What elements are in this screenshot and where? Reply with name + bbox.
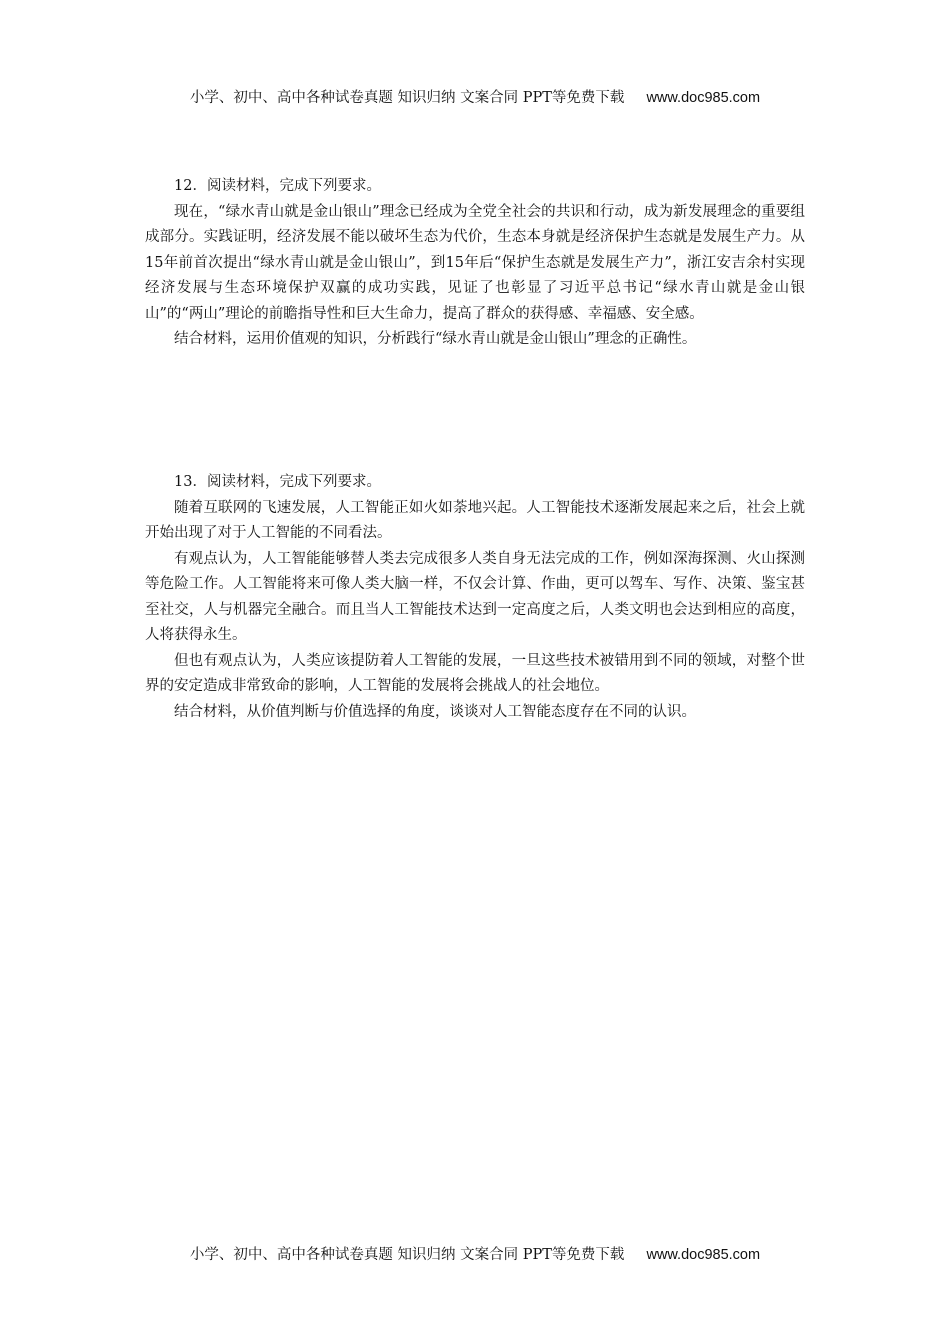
header-site: www.doc985.com — [646, 90, 761, 106]
question-13 — [145, 470, 805, 725]
question-13-paragraph-3: 但也有观点认为，人类应该提防着人工智能的发展，一旦这些技术被错用到不同的领域，对整个世界的安定造成非常致命的影响，人工智能的发展将会挑战人的社会地位。 — [145, 652, 805, 694]
question-12 — [145, 174, 805, 353]
question-13-title: 13．阅读材料，完成下列要求。 — [174, 474, 381, 490]
page-footer — [0, 1245, 950, 1265]
header-text: 小学、初中、高中各种试卷真题 知识归纳 文案合同 PPT等免费下载 — [189, 90, 625, 106]
footer-site: www.doc985.com — [646, 1247, 761, 1263]
question-13-paragraph-1: 随着互联网的飞速发展，人工智能正如火如荼地兴起。人工智能技术逐渐发展起来之后，社会上就开始出现了对于人工智能的不同看法。 — [145, 499, 805, 541]
question-12-title: 12．阅读材料，完成下列要求。 — [174, 178, 381, 194]
question-13-paragraph-2: 有观点认为，人工智能能够替人类去完成很多人类自身无法完成的工作，例如深海探测、火山探测等危险工作。人工智能将来可像人类大脑一样，不仅会计算、作曲，更可以驾车、写作、决策、鉴宝甚至社交，人与机器完全融合。而且当人工智能技术达到一定高度之后，人类文明也会达到相应的高度，人将获得永生。 — [145, 550, 805, 643]
question-12-prompt: 结合材料，运用价值观的知识，分析践行“绿水青山就是金山银山”理念的正确性。 — [174, 331, 697, 347]
footer-text: 小学、初中、高中各种试卷真题 知识归纳 文案合同 PPT等免费下载 — [189, 1247, 625, 1263]
question-12-material: 现在，“绿水青山就是金山银山”理念已经成为全党全社会的共识和行动，成为新发展理念的重要组成部分。实践证明，经济发展不能以破坏生态为代价，生态本身就是经济保护生态就是发展生产力。从15年前首次提出“绿水青山就是金山银山”，到15年后“保护生态就是发展生产力”，浙江安吉余村实现经济发展与生态环境保护双赢的成功实践，见证了也彰显了习近平总书记“绿水青山就是金山银山”的“两山”理论的前瞻指导性和巨大生命力，提高了群众的获得感、幸福感、安全感。 — [145, 203, 805, 322]
question-13-prompt: 结合材料，从价值判断与价值选择的角度，谈谈对人工智能态度存在不同的认识。 — [174, 703, 696, 720]
page-header — [0, 88, 950, 108]
